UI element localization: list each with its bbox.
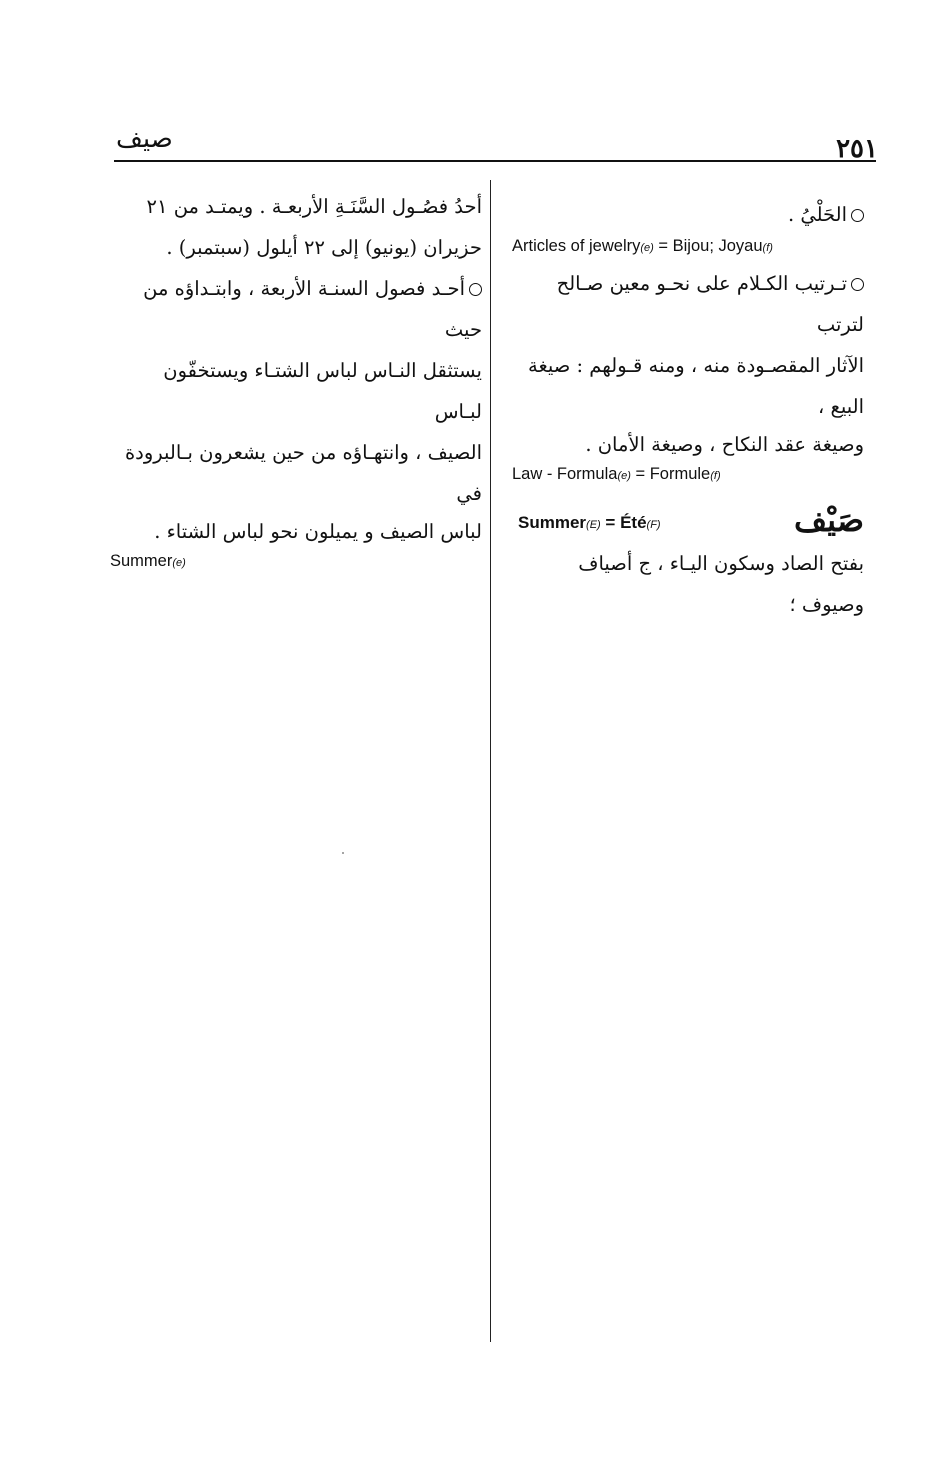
english-tag: (e) (617, 470, 631, 482)
entry-jewelry-arabic (512, 194, 864, 235)
circle-bullet-icon (851, 278, 864, 291)
header-rule (114, 160, 876, 162)
english-tag: (e) (640, 242, 654, 254)
french-term: = Bijou; Joyau (653, 237, 763, 255)
def1-line2: حزيران (يونيو) إلى ٢٢ أيلول (سبتمبر) . (166, 236, 482, 259)
def2-line3: الصيف ، وانتهـاؤه من حين يشعرون بـالبرودة في (124, 441, 482, 505)
entry-jewelry-text: الحَلْيُ . (787, 203, 847, 226)
english-term: Summer (518, 513, 587, 532)
french-tag: (f) (762, 242, 773, 254)
def1-line1: أحدُ فصُـول السَّنَـةِ الأربعـة . ويمتـد من ٢١ (146, 195, 482, 218)
headword-arabic: صَيْف (794, 501, 864, 539)
column-divider (490, 180, 491, 1342)
def2-line4: لباس الصيف و يميلون نحو لباس الشتاء . (154, 520, 482, 543)
left-column (110, 186, 482, 574)
english-tag: (E) (586, 519, 601, 531)
french-term: = Été (600, 513, 647, 532)
page-number: ٢٥١ (836, 134, 878, 164)
def2-line1 (110, 268, 482, 350)
french-term: = Formule (630, 465, 711, 483)
header-word: صيف (116, 124, 173, 154)
english-term: Law - Formula (512, 465, 618, 483)
circle-bullet-icon (469, 283, 482, 296)
scan-speck (342, 852, 344, 854)
right-column (512, 186, 864, 625)
english-term: Summer (110, 552, 173, 570)
def2-line2: يستثقل النـاس لباس الشتـاء ويستخفّون لبـاس (163, 359, 482, 423)
def2-text1: أحـد فصول السنـة الأربعة ، وابتـداؤه من حيث (143, 277, 482, 341)
circle-bullet-icon (851, 209, 864, 222)
english-tag: (e) (172, 557, 186, 569)
entry-jewelry-english (512, 235, 864, 259)
entry-formula-english (512, 463, 864, 487)
headword-row (512, 503, 864, 543)
headword-english (518, 513, 661, 533)
french-tag: (f) (710, 470, 721, 482)
entry-formula-line3: وصيغة عقد النكاح ، وصيغة الأمان . (585, 433, 864, 456)
french-tag: (F) (646, 519, 661, 531)
entry-formula-text1: تـرتيب الكـلام على نحـو معين صـالح لترتب (556, 272, 864, 336)
english-term: Articles of jewelry (512, 237, 641, 255)
entry-formula-line1 (512, 263, 864, 345)
left-english (110, 550, 482, 574)
headword-note: بفتح الصاد وسكون اليـاء ، ج أصياف وصيوف ؛ (578, 552, 864, 616)
entry-formula-line2: الآثار المقصـودة منه ، ومنه قـولهم : صيغة البيع ، (528, 354, 864, 418)
